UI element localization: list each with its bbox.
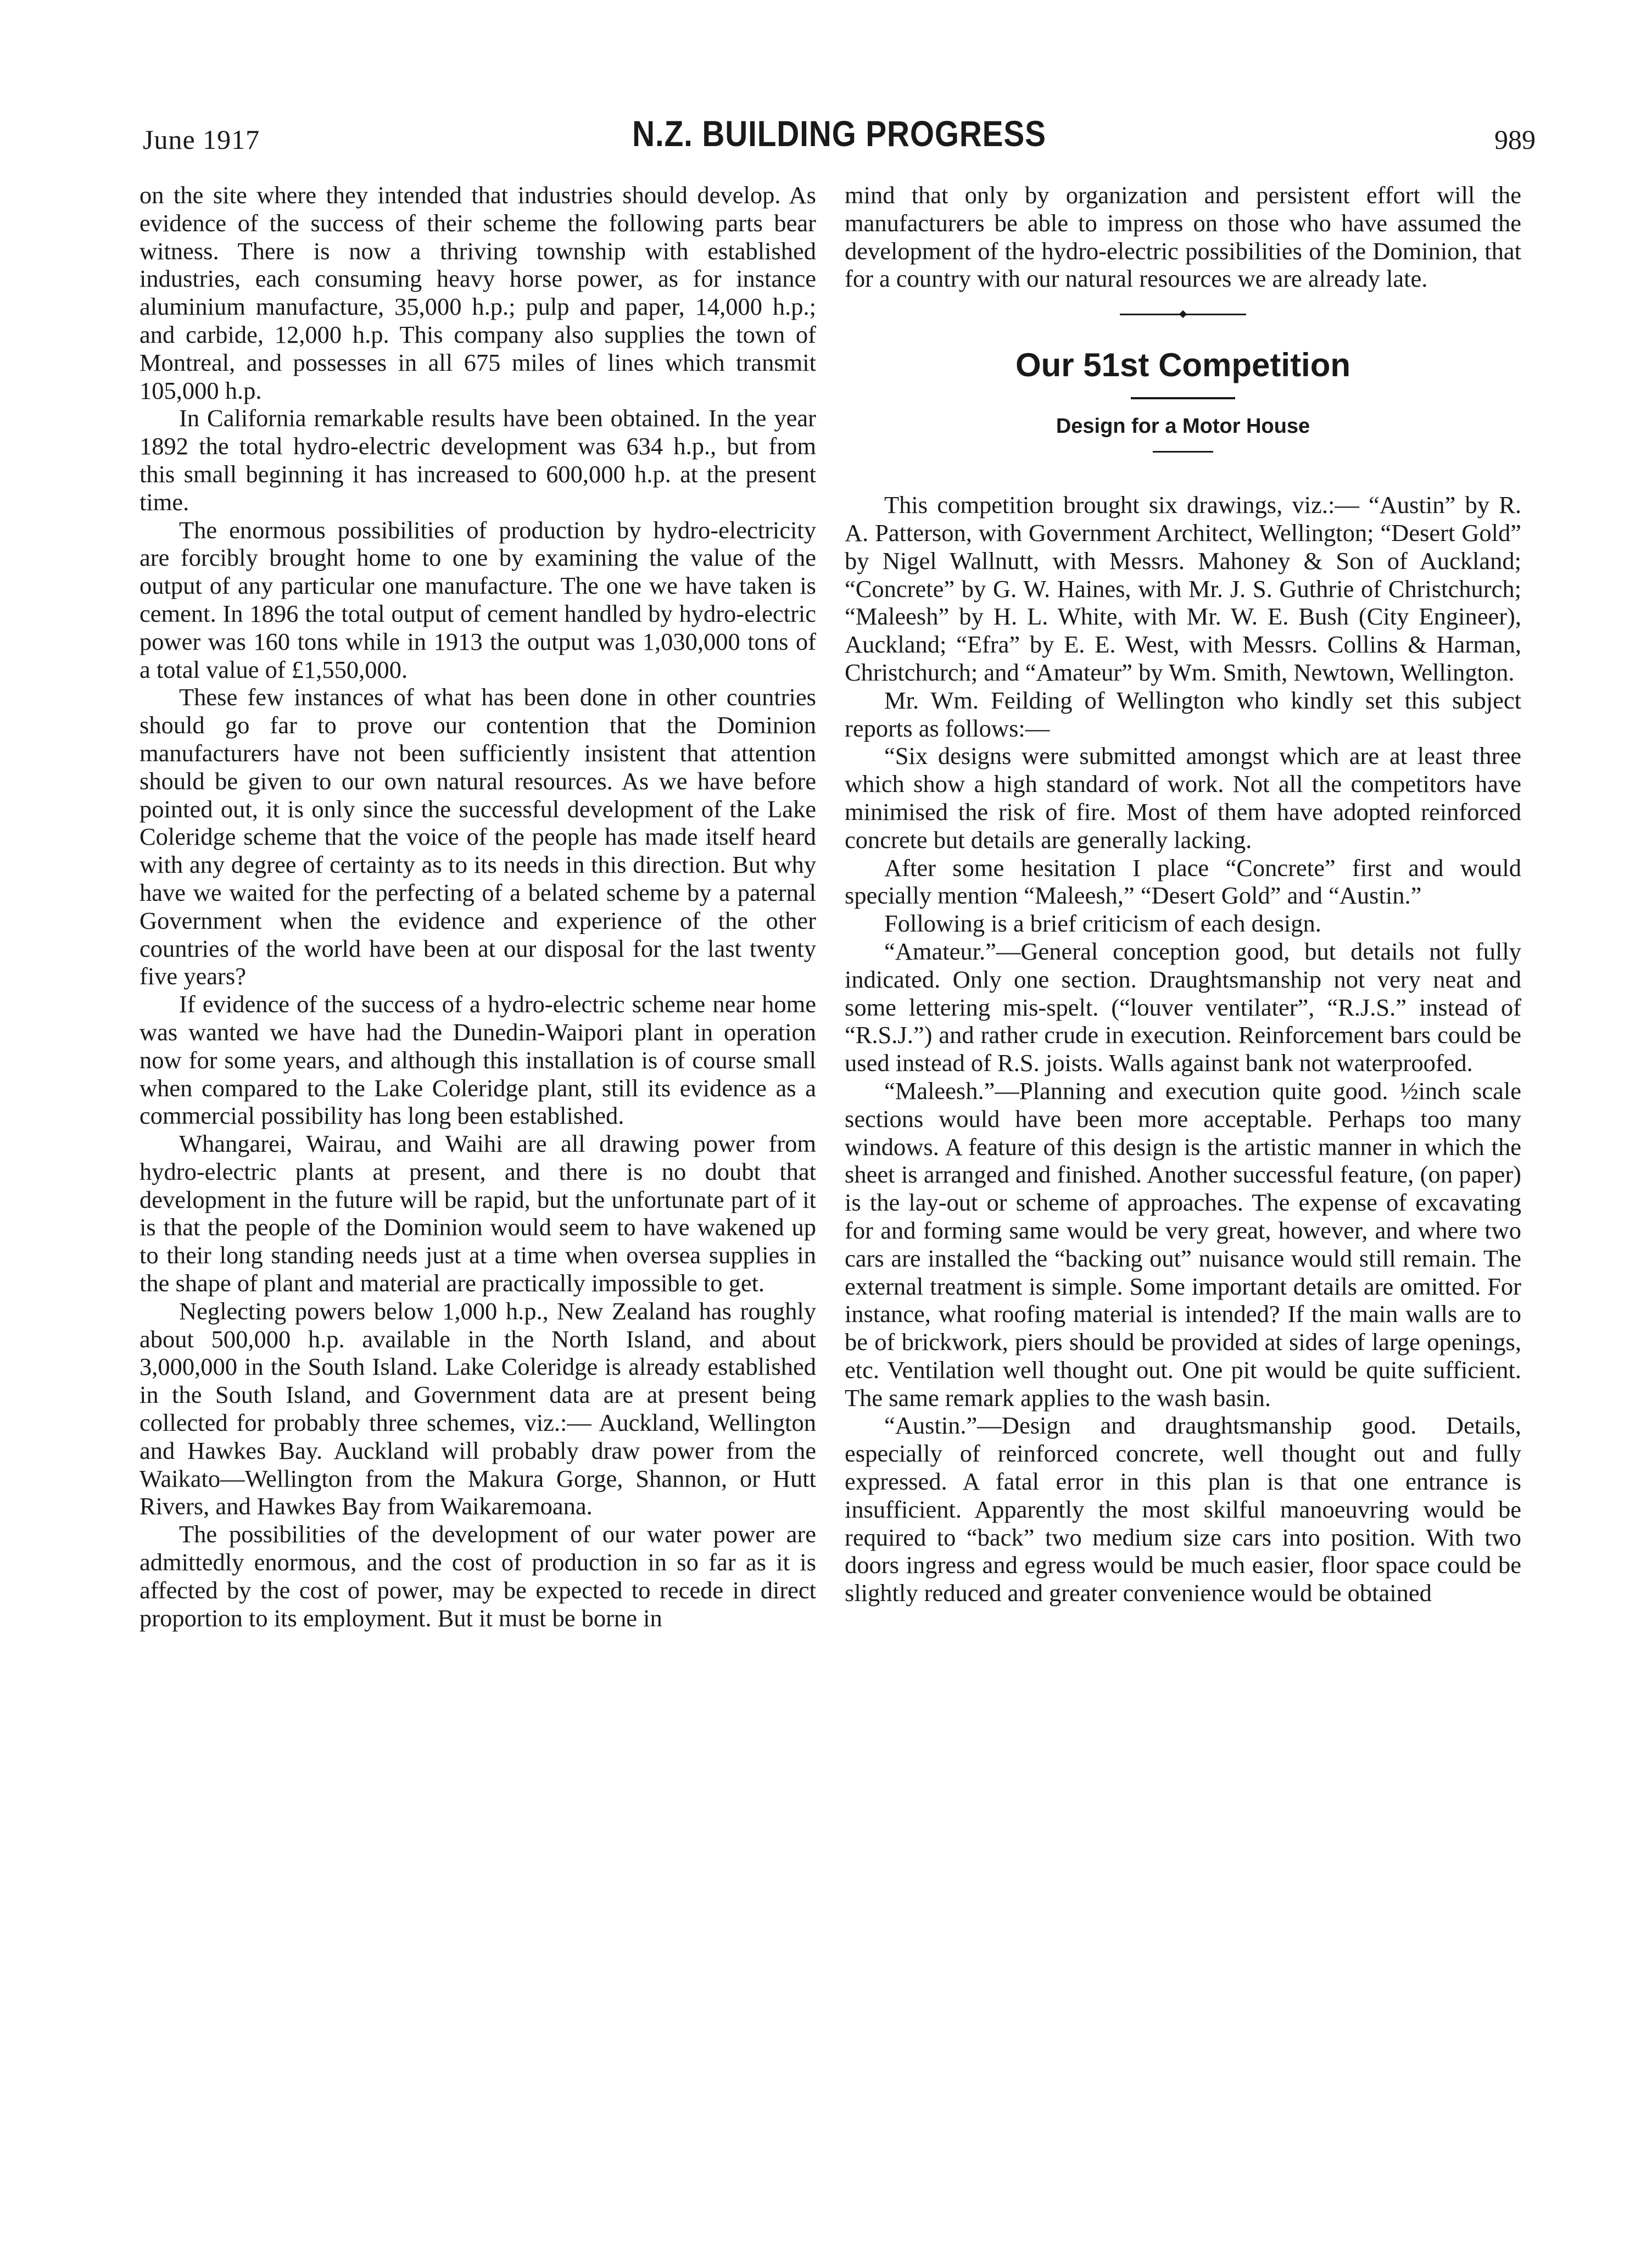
paragraph: After some hesitation I place “Concrete” first and would specially mention “Maleesh,” “Desert Gold” and “Austin.”: [845, 854, 1521, 910]
issue-date: June 1917: [143, 124, 260, 155]
paragraph: The enormous possibilities of production by hydro-electricity are forcibly brought home to one by examining the value of the output of any particular one manufacture. The one we have taken is cement. In 1896 the total output of cement handled by hydro-electric power was 160 tons while in 1913 the output was 1,030,000 tons of a total value of £1,550,000.: [139, 516, 816, 683]
continuation-paragraph: mind that only by organization and persistent effort will the manufacturers be able to impress on those who have assumed the development of the hydro-electric possibilities of the Dominion, that for a country with our natural resources we are already late.: [845, 181, 1521, 293]
title-rule: [1131, 397, 1235, 399]
competition-title: Our 51st Competition: [1015, 347, 1351, 384]
paragraph: “Austin.”—Design and draughtsmanship good. Details, especially of reinforced concrete, well thought out and fully expressed. A fatal error in this plan is that one entrance is insufficient. Apparently the most skilful manoeuvring would be required to “back” two medium size cars into position. With two doors ingress and egress would be much easier, floor space could be slightly reduced and greater convenience would be obtained: [845, 1412, 1521, 1607]
page-number: 989: [1494, 124, 1536, 155]
paragraph: Neglecting powers below 1,000 h.p., New Zealand has roughly about 500,000 h.p. available in the North Island, and about 3,000,000 in the South Island. Lake Coleridge is already established in the South Island, and Government data are at present being collected for probably three schemes, viz.:— Auckland, Wellington and Hawkes Bay. Auckland will probably draw power from the Waikato—Wellington from the Makura Gorge, Shannon, or Hutt Rivers, and Hawkes Bay from Waikaremoana.: [139, 1297, 816, 1520]
paragraph: Mr. Wm. Feilding of Wellington who kindly set this subject reports as follows:—: [845, 686, 1521, 742]
paragraph: These few instances of what has been done in other countries should go far to prove our contention that the Dominion manufacturers have not been sufficiently insistent that attention should be given to our own natural resources. As we have before pointed out, it is only since the successful development of the Lake Coleridge scheme that the voice of the people has made itself heard with any degree of certainty as to its needs in this direction. But why have we waited for the perfecting of a belated scheme by a paternal Government when the evidence and experience of the other countries of the world have been at our disposal for the last twenty five years?: [139, 683, 816, 990]
paragraph: “Amateur.”—General conception good, but details not fully indicated. Only one section. Draughtsmanship not very neat and some lettering mis-spelt. (“louver ventilater”, “R.J.S.” instead of “R.S.J.”) and rather crude in execution. Reinforcement bars could be used instead of R.S. joists. Walls against bank not waterproofed.: [845, 937, 1521, 1077]
right-column: [845, 181, 1521, 1607]
paragraph: If evidence of the success of a hydro-electric scheme near home was wanted we have had the Dunedin-Waipori plant in operation now for some years, and although this installation is of course small when compared to the Lake Coleridge plant, still its evidence as a commercial possibility has long been established.: [139, 990, 816, 1130]
paragraph: on the site where they intended that industries should develop. As evidence of the success of their scheme the following parts bear witness. There is now a thriving township with established industries, each consuming heavy horse power, as for instance aluminium manufacture, 35,000 h.p.; pulp and paper, 14,000 h.p.; and carbide, 12,000 h.p. This company also supplies the town of Montreal, and possesses in all 675 miles of lines which transmit 105,000 h.p.: [139, 181, 816, 404]
page-header: [143, 113, 1536, 173]
publication-title: N.Z. BUILDING PROGRESS: [632, 113, 1046, 154]
paragraph: The possibilities of the development of our water power are admittedly enormous, and the cost of production in so far as it is affected by the cost of power, may be expected to recede in direct proportion to its employment. But it must be borne in: [139, 1520, 816, 1632]
paragraph: Following is a brief criticism of each design.: [884, 910, 1321, 938]
competition-subtitle: Design for a Motor House: [1056, 415, 1310, 438]
paragraph: “Six designs were submitted amongst which are at least three which show a high standard of work. Not all the competitors have minimised the risk of fire. Most of them have adopted reinforced concrete but details are generally lacking.: [845, 742, 1521, 854]
section-divider: [845, 300, 1521, 328]
paragraph: In California remarkable results have been obtained. In the year 1892 the total hydro-electric development was 634 h.p., but from this small beginning it has increased to 600,000 h.p. at the present time.: [139, 404, 816, 516]
subtitle-rule: [1153, 451, 1213, 453]
paragraph: “Maleesh.”—Planning and execution quite good. ½inch scale sections would have been more acceptable. Perhaps too many windows. A feature of this design is the artistic manner in which the sheet is arranged and finished. Another successful feature, (on paper) is the lay-out or scheme of approaches. The expense of excavating for and forming same would be very great, however, and where two cars are installed the “backing out” nuisance would still remain. The external treatment is simple. Some important details are omitted. For instance, what roofing material is intended? If the main walls are to be of brickwork, piers should be provided at sides of large openings, etc. Ventilation well thought out. One pit would be quite sufficient. The same remark applies to the wash basin.: [845, 1077, 1521, 1412]
paragraph: Whangarei, Wairau, and Waihi are all drawing power from hydro-electric plants at present, and there is no doubt that development in the future will be rapid, but the unfortunate part of it is that the people of the Dominion would seem to have wakened up to their long standing needs just at a time when oversea supplies in the shape of plant and material are practically impossible to get.: [139, 1130, 816, 1297]
paragraph: This competition brought six drawings, viz.:— “Austin” by R. A. Patterson, with Government Architect, Wellington; “Desert Gold” by Nigel Wallnutt, with Messrs. Mahoney & Son of Auckland; “Concrete” by G. W. Haines, with Mr. J. S. Guthrie of Christchurch; “Maleesh” by H. L. White, with Mr. W. E. Bush (City Engineer), Auckland; “Efra” by E. E. West, with Messrs. Collins & Harman, Christchurch; and “Amateur” by Wm. Smith, Newtown, Wellington.: [845, 491, 1521, 686]
left-column: [139, 181, 816, 1632]
